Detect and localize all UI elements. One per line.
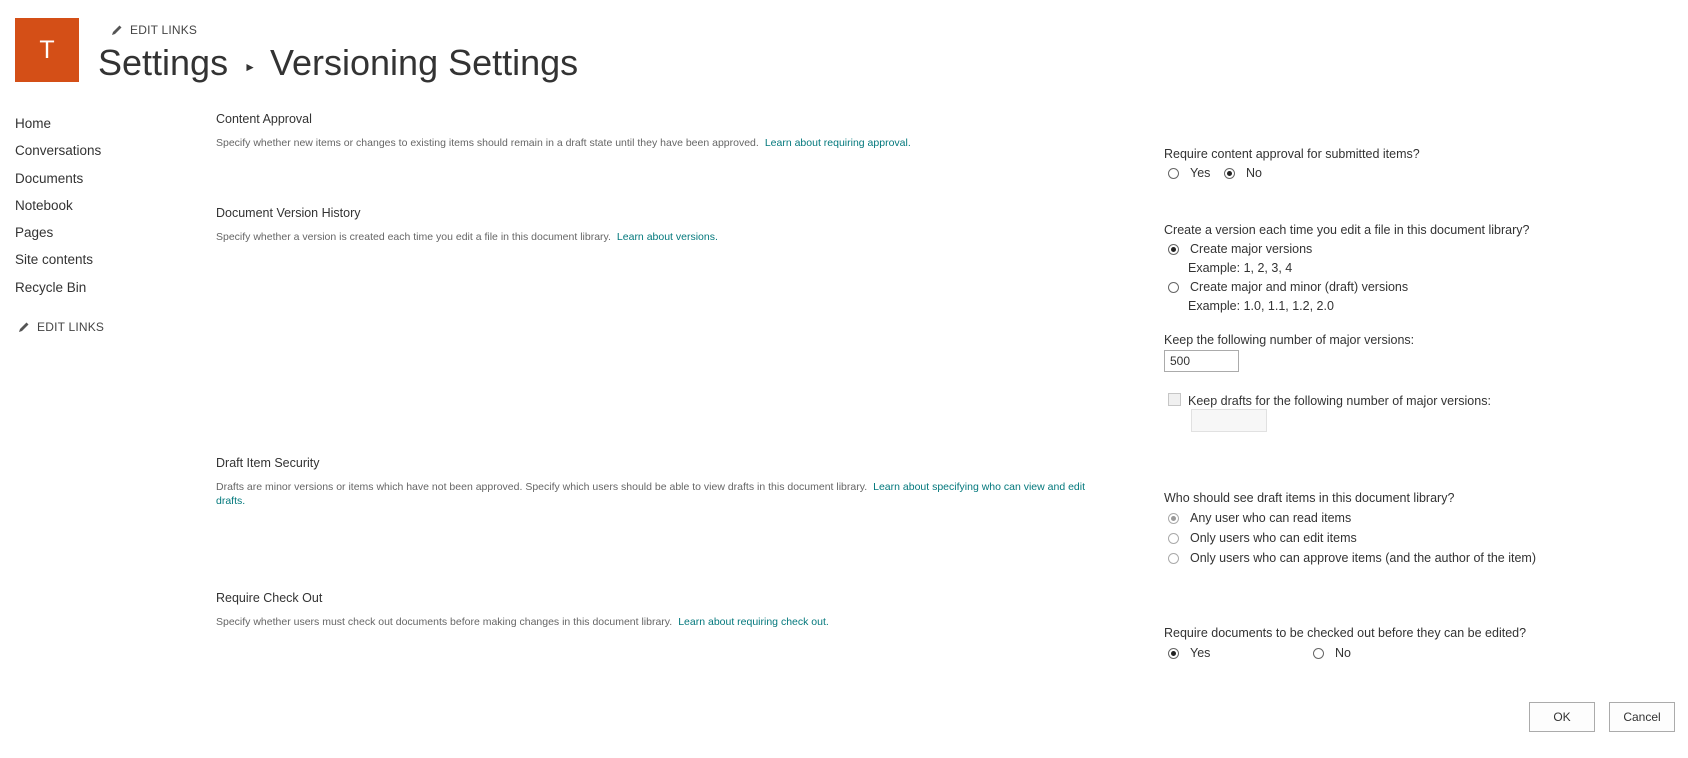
section-desc-content-approval <box>216 136 1096 150</box>
section-desc-draft-security <box>216 480 1096 508</box>
header-edit-links[interactable] <box>111 23 197 37</box>
draft-approvers-radio[interactable] <box>1168 553 1179 564</box>
keep-drafts-input[interactable] <box>1191 409 1267 432</box>
pencil-icon <box>18 321 30 333</box>
site-logo-letter: T <box>39 35 55 64</box>
section-desc-version-history <box>216 230 1096 244</box>
approval-yes-label: Yes <box>1190 166 1211 180</box>
minor-versions-label: Create major and minor (draft) versions <box>1190 280 1409 294</box>
approval-no-option[interactable] <box>1224 166 1262 180</box>
keep-drafts-label: Keep drafts for the following number of major versions: <box>1188 394 1491 408</box>
breadcrumb-separator-icon: ► <box>244 60 256 74</box>
section-title-version-history: Document Version History <box>216 206 361 220</box>
nav-edit-links[interactable] <box>18 320 104 334</box>
nav-item-site-contents[interactable]: Site contents <box>15 252 94 267</box>
checkout-yes-radio[interactable] <box>1168 648 1179 659</box>
keep-drafts-checkbox[interactable] <box>1168 393 1181 406</box>
desc-text: Specify whether users must check out documents before making changes in this document library. <box>216 616 673 628</box>
minor-versions-radio[interactable] <box>1168 282 1179 293</box>
nav-item-documents[interactable]: Documents <box>15 171 84 186</box>
major-versions-label: Create major versions <box>1190 242 1313 256</box>
approval-no-radio[interactable] <box>1224 168 1235 179</box>
draft-editors-option[interactable] <box>1168 531 1357 545</box>
learn-draft-security-link[interactable]: Learn about specifying who can view and edit drafts. <box>216 481 1086 507</box>
approval-no-label: No <box>1246 166 1262 180</box>
question-content-approval: Require content approval for submitted items? <box>1164 147 1420 161</box>
desc-text: Specify whether new items or changes to existing items should remain in a draft state until they have been approved. <box>216 137 759 149</box>
ok-button[interactable]: OK <box>1529 702 1595 732</box>
minor-versions-option[interactable] <box>1168 280 1408 294</box>
draft-any-reader-label: Any user who can read items <box>1190 511 1352 525</box>
draft-any-reader-option[interactable] <box>1168 511 1351 525</box>
draft-editors-label: Only users who can edit items <box>1190 531 1357 545</box>
question-check-out: Require documents to be checked out before they can be edited? <box>1164 626 1527 640</box>
desc-text: Specify whether a version is created each time you edit a file in this document library. <box>216 231 611 243</box>
keep-versions-input[interactable]: 500 <box>1164 350 1239 372</box>
major-versions-radio[interactable] <box>1168 244 1179 255</box>
learn-versions-link[interactable]: Learn about versions. <box>616 231 718 243</box>
page-title <box>98 42 578 84</box>
nav-item-recycle-bin[interactable]: Recycle Bin <box>15 280 87 295</box>
section-desc-check-out <box>216 615 1096 629</box>
section-title-content-approval: Content Approval <box>216 112 312 126</box>
approval-yes-radio[interactable] <box>1168 168 1179 179</box>
site-logo[interactable] <box>15 18 79 82</box>
minor-versions-example: Example: 1.0, 1.1, 1.2, 2.0 <box>1188 299 1334 313</box>
major-versions-option[interactable] <box>1168 242 1312 256</box>
nav-item-pages[interactable]: Pages <box>15 225 54 240</box>
major-versions-example: Example: 1, 2, 3, 4 <box>1188 261 1293 275</box>
nav-item-notebook[interactable]: Notebook <box>15 198 73 213</box>
section-title-check-out: Require Check Out <box>216 591 323 605</box>
draft-approvers-label: Only users who can approve items (and the author of the item) <box>1190 551 1537 565</box>
section-title-draft-security: Draft Item Security <box>216 456 320 470</box>
checkout-no-label: No <box>1335 646 1351 660</box>
nav-item-conversations[interactable]: Conversations <box>15 143 102 158</box>
checkout-no-option[interactable] <box>1313 646 1351 660</box>
breadcrumb-parent[interactable]: Settings <box>98 42 229 83</box>
checkout-yes-option[interactable] <box>1168 646 1210 660</box>
desc-text: Drafts are minor versions or items which have not been approved. Specify which users should be able to view drafts in this document library. <box>216 481 868 493</box>
draft-any-reader-radio[interactable] <box>1168 513 1179 524</box>
checkout-no-radio[interactable] <box>1313 648 1324 659</box>
keep-versions-label: Keep the following number of major versions: <box>1164 333 1415 347</box>
checkout-yes-label: Yes <box>1190 646 1211 660</box>
learn-approval-link[interactable]: Learn about requiring approval. <box>764 137 911 149</box>
nav-edit-links-label: EDIT LINKS <box>37 320 105 334</box>
draft-approvers-option[interactable] <box>1168 551 1536 565</box>
pencil-icon <box>111 24 123 36</box>
breadcrumb-current: Versioning Settings <box>269 42 579 83</box>
cancel-button[interactable]: Cancel <box>1609 702 1675 732</box>
draft-editors-radio[interactable] <box>1168 533 1179 544</box>
learn-check-out-link[interactable]: Learn about requiring check out. <box>678 616 829 628</box>
approval-yes-option[interactable] <box>1168 166 1210 180</box>
question-draft-security: Who should see draft items in this document library? <box>1164 491 1455 505</box>
nav-item-home[interactable]: Home <box>15 116 52 131</box>
header-edit-links-label: EDIT LINKS <box>130 23 198 37</box>
question-version-history: Create a version each time you edit a file in this document library? <box>1164 223 1530 237</box>
